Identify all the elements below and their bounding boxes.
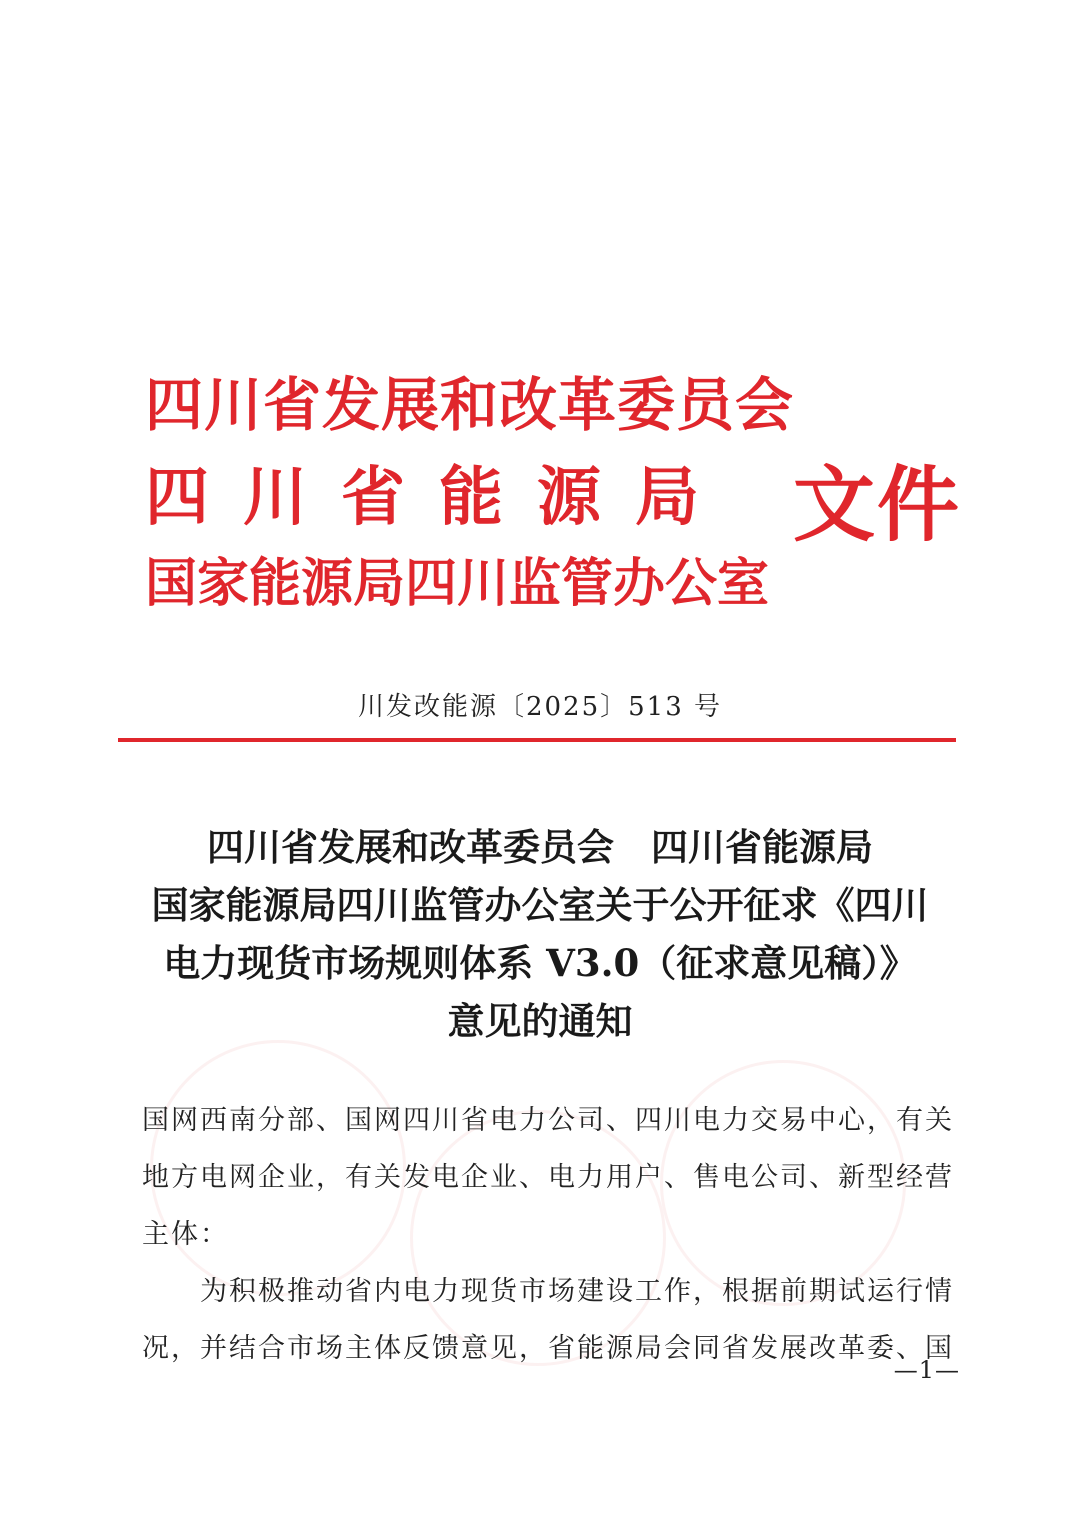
- document-title: [120, 818, 960, 1050]
- title-line: 四川省发展和改革委员会 四川省能源局: [207, 825, 873, 869]
- title-line: 意见的通知: [447, 999, 633, 1043]
- issuer-name: 四川省发展和改革委员会: [145, 371, 795, 439]
- page-number: —1—: [893, 1356, 960, 1384]
- document-body: [142, 1092, 954, 1377]
- issuer-name: 国家能源局四川监管办公室: [145, 554, 770, 614]
- title-line: 电力现货市场规则体系 V3.0（征求意见稿）》: [163, 941, 917, 985]
- title-line: 国家能源局四川监管办公室关于公开征求《四川: [151, 883, 929, 927]
- body-paragraph: 为积极推动省内电力现货市场建设工作，根据前期试运行情况，并结合市场主体反馈意见，省能源局会同省发展改革委、国: [142, 1276, 954, 1364]
- addressee: 国网西南分部、国网四川省电力公司、四川电力交易中心，有关地方电网企业，有关发电企业、电力用户、售电公司、新型经营主体：: [142, 1105, 954, 1250]
- issuer-name: 四川省能源局: [145, 461, 733, 535]
- red-divider-line: [118, 738, 956, 742]
- document-number: 川发改能源〔2025〕513 号: [357, 692, 723, 722]
- document-type-label: 文件: [793, 458, 962, 553]
